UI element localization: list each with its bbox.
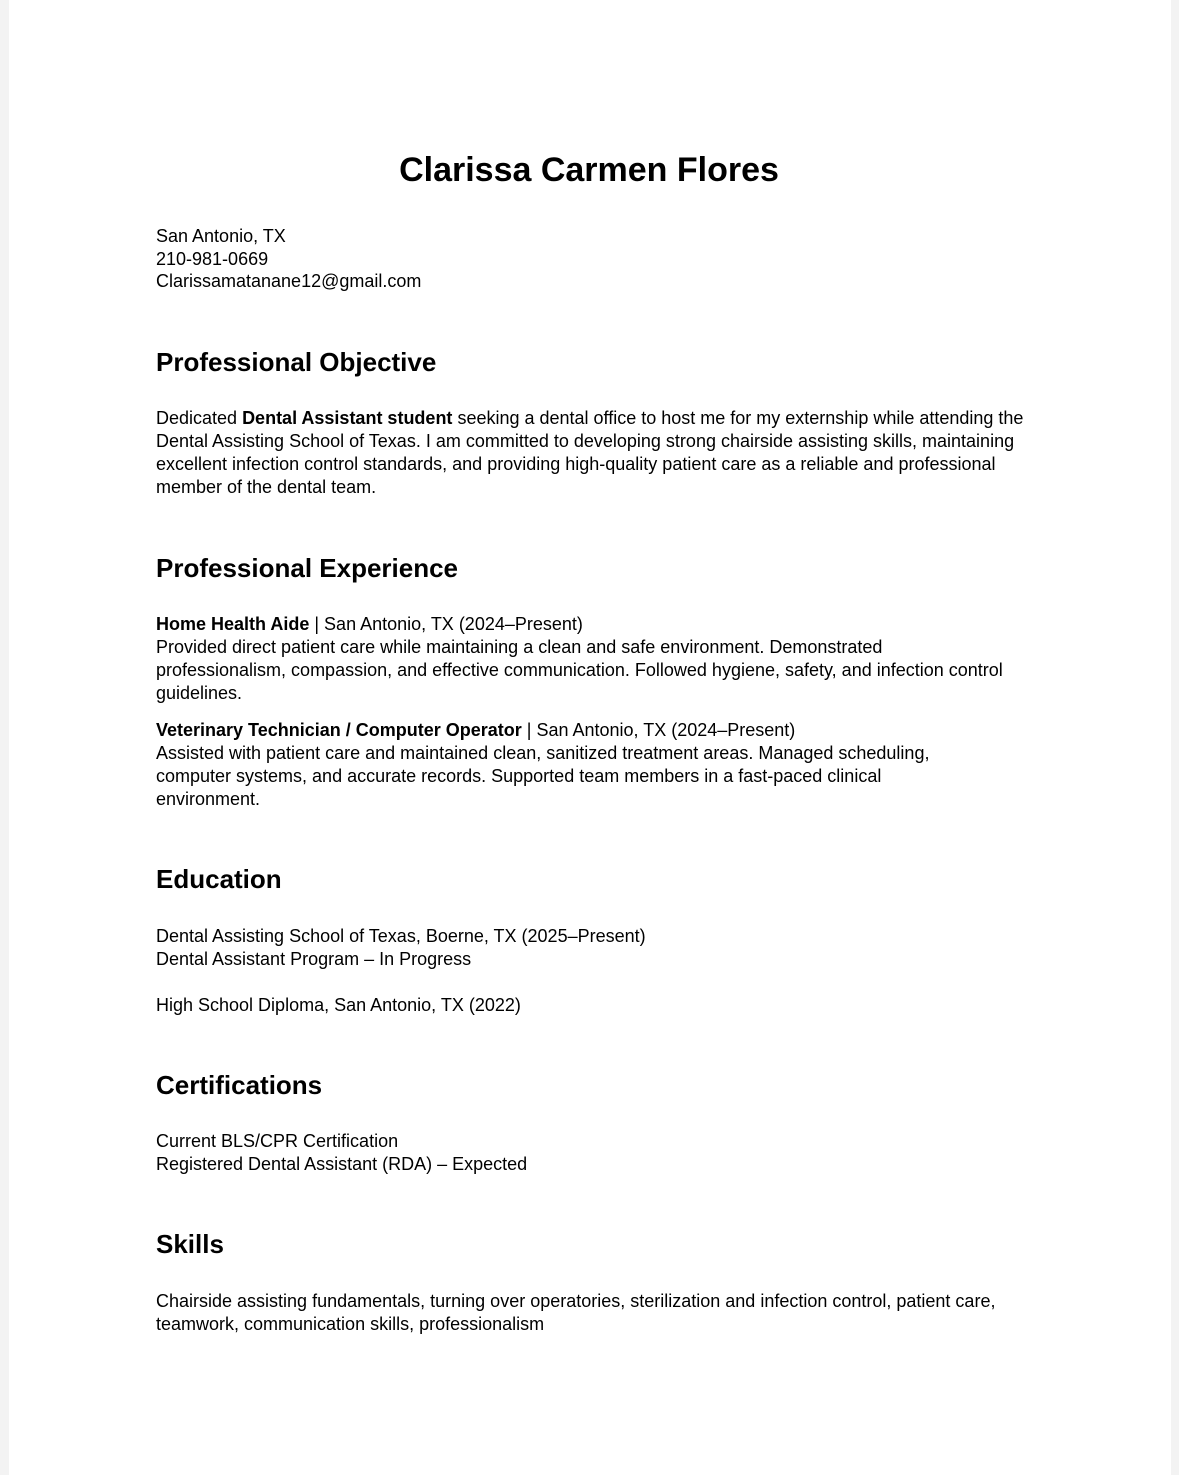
education-item: Dental Assistant Program – In Progress	[156, 949, 472, 969]
objective-heading: Professional Objective	[156, 347, 437, 377]
document-page	[9, 0, 1171, 1475]
contact-location: San Antonio, TX	[156, 226, 286, 246]
objective-text	[156, 407, 1036, 499]
job-description: Provided direct patient care while maintaining a clean and safe environment. Demonstrated professionalism, compassion, and effective communication. Followed hygiene, safety, and infection control guidelines.	[156, 637, 1003, 703]
job-title: Home Health Aide	[156, 614, 310, 634]
contact-phone: 210-981-0669	[156, 248, 269, 269]
contact-info	[156, 225, 421, 293]
job-title: Veterinary Technician / Computer Operator	[156, 720, 522, 740]
certification-item: Registered Dental Assistant (RDA) – Expected	[156, 1154, 528, 1174]
education-item: Dental Assisting School of Texas, Boerne, TX (2025–Present)	[156, 926, 646, 946]
certifications-list	[156, 1130, 1036, 1176]
job-header	[156, 719, 1036, 742]
resume-name: Clarissa Carmen Flores	[399, 151, 779, 189]
experience-heading: Professional Experience	[156, 553, 459, 583]
skills-heading: Skills	[156, 1229, 224, 1259]
objective-lead: Dedicated	[156, 408, 243, 428]
job-meta: | San Antonio, TX (2024–Present)	[309, 614, 583, 634]
education-heading: Education	[156, 864, 282, 894]
job-description: Assisted with patient care and maintained clean, sanitized treatment areas. Managed scheduling, computer systems, and accurate records. Supported team members in a fast-paced clinical environment.	[156, 743, 930, 809]
contact-email: Clarissamatanane12@gmail.com	[156, 271, 422, 291]
skills-text: Chairside assisting fundamentals, turning over operatories, sterilization and infection control, patient care, teamwork, communication skills, professionalism	[156, 1291, 996, 1334]
objective-rest: seeking a dental office to host me for my externship while attending the Dental Assisting School of Texas. I am committed to developing strong chairside assisting skills, maintaining excellent infection control standards, and providing high-quality patient care as a reliable and professional member of the dental team.	[156, 408, 1024, 497]
job-header	[156, 613, 1036, 636]
objective-bold: Dental Assistant student	[242, 408, 453, 428]
certifications-heading: Certifications	[156, 1070, 323, 1100]
education-list	[156, 925, 1036, 1017]
job-entry	[156, 719, 1036, 811]
education-item: High School Diploma, San Antonio, TX (2022)	[156, 995, 521, 1015]
job-entry	[156, 613, 1036, 705]
certification-item: Current BLS/CPR Certification	[156, 1131, 399, 1151]
job-meta: | San Antonio, TX (2024–Present)	[521, 720, 796, 740]
